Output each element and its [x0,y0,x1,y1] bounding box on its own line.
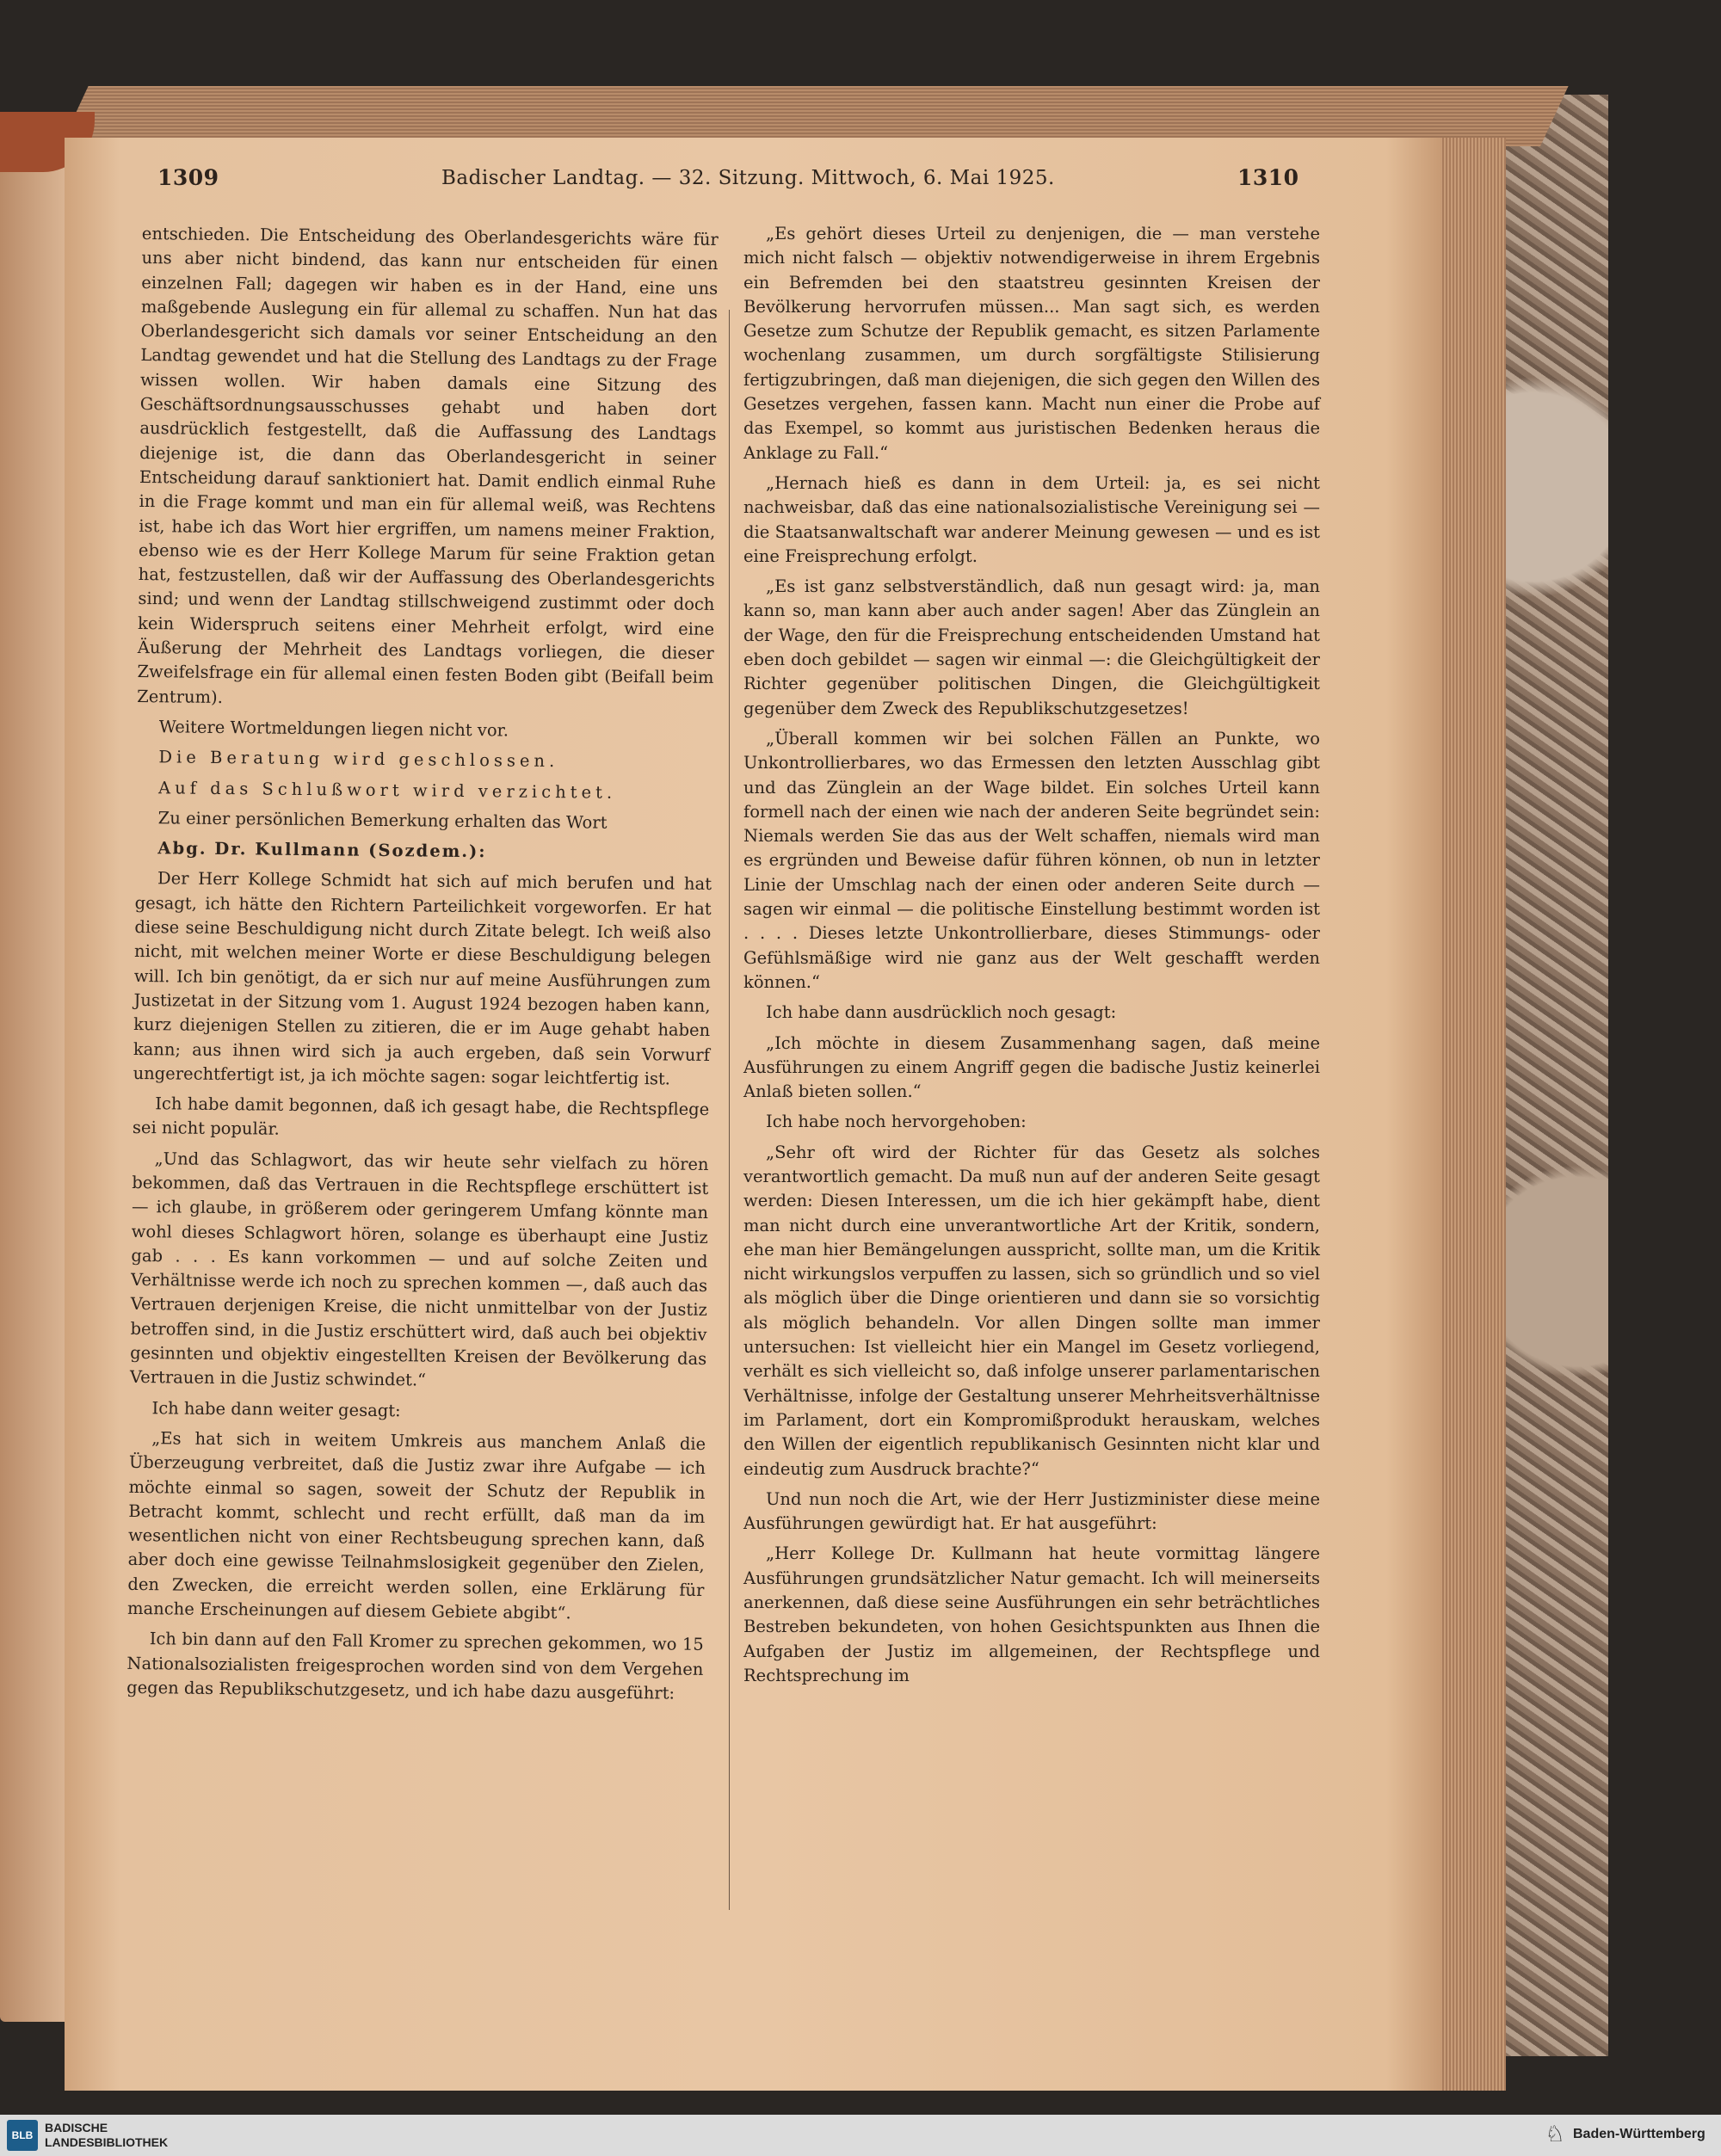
library-name-line2: LANDESBIBLIOTHEK [45,2135,169,2149]
quote-paragraph: „Und das Schlagwort, das wir heute sehr vielfach zu hören bekommen, daß das Vertrauen in die Rechtspflege erschüttert ist — ich glaube, in größerem oder geringerem Umfang könnte man wohl dieses Schlagwort hören, solange es überhaupt eine Justiz gab . . . Es kann vorkommen — und auf solche Zeiten und Verhältnisse werde ich noch zu sprechen kommen —, daß auch das Vertrauen derjenigen Kreise, die nicht unmittelbar von der Justiz betroffen sind, in die Justiz erschüttert wird, daß auch bei objektiv gesinnten und objektiv eingestellten Kreisen der Bevölkerung das Vertrauen in die Justiz schwindet.“ [129,1148,709,1390]
paragraph: Und nun noch die Art, wie der Herr Justizminister diese meine Ausführungen gewürdigt hat. Er hat ausgeführt: [743,1488,1320,1534]
page-edges-right [1437,138,1506,2091]
quote-paragraph: „Hernach hieß es dann in dem Urteil: ja, es sei nicht nachweisbar, daß das eine nationalsozialistische Vereinigung sei — die Staatsanwaltschaft war anderer Meinung gewesen — und es ist eine Freisprechung erfolgt. [743,472,1320,566]
library-name [45,2121,168,2150]
quote-paragraph: „Ich möchte in diesem Zusammenhang sagen, daß meine Ausführungen zu einem Angriff gegen die badische Justiz keinerlei Anlaß bieten sollen.“ [743,1032,1320,1102]
quote-paragraph: „Sehr oft wird der Richter für das Gesetz als solches verantwortlich gemacht. Da muß nun auf der anderen Seite gesagt werden: Diesen Interessen, um die ich hier gekämpft habe, dient man nicht durch eine unverantwortliche Art der Kritik, sondern, ehe man hier Bemängelungen ausspricht, sollte man, um die Kritik nicht wirkungslos verpuffen zu lassen, sich so gründlich und so viel als möglich über die Dinge orientieren und dann sie so vorsichtig als möglich behandeln. Vor allen Dingen sollte man immer untersuchen: Ist vielleicht hier ein Mangel im Gesetz vorliegend, verhält es sich vielleicht so, daß infolge unserer parlamentarischen Verhältnisse, infolge der Gestaltung unserer Mehrheitsverhältnisse im Parlament, dort ein Kompromißprodukt herauskam, welches den Willen der eigentlich republikanisch Gesinnten nicht klar und eindeutig zum Ausdruck brachte?“ [743,1142,1320,1479]
column-divider [729,310,730,1910]
paragraph: Ich habe damit begonnen, daß ich gesagt habe, die Rechtspflege sei nicht populär. [132,1093,710,1140]
paragraph: Weitere Wortmeldungen liegen nicht vor. [158,717,509,741]
right-text-column [743,222,1320,1694]
quote-paragraph: „Herr Kollege Dr. Kullmann hat heute vormittag längere Ausführungen grundsätzlicher Natur gemacht. Ich will meinerseits anerkennen, daß diese seine Ausführungen ein sehr beträchtliches Bestreben bekundeten, von hohen Gesichtspunkten aus Ihnen die Aufgaben der Justiz im allgemeinen, der Rechtspflege und Rechtsprechung im [743,1543,1320,1685]
paragraph: Ich habe dann weiter gesagt: [151,1397,401,1420]
right-page-number: 1310 [1237,165,1299,190]
paragraph: Ich habe noch hervorgehoben: [766,1112,1027,1132]
left-text-column [126,222,719,1712]
marbled-cover-board [1497,95,1608,2056]
paragraph: entschieden. Die Entscheidung des Oberlandesgerichts wäre für uns aber nicht bindend, das kann nur entscheiden für einen einzelnen Fall; dagegen wir haben es in der Hand, eine uns maßgebende Auslegung ein für allemal zu schaffen. Nun hat das Oberlandesgericht sich damals vor seiner Entscheidung an den Landtag gewendet und hat die Stellung des Landtags zu der Frage wissen wollen. Wir haben damals eine Sitzung des Geschäftsordnungsausschusses gehabt und haben dort ausdrücklich festgestellt, daß die Auffassung des Landtags diejenige ist, die dann das Oberlandesgericht in seiner Entscheidung darauf sanktioniert hat. Damit endlich einmal Ruhe in die Frage kommt und man ein für allemal weiß, was Rechtens ist, habe ich das Wort hier ergriffen, um namens meiner Fraktion, ebenso wie es der Herr Kollege Marum für seine Fraktion getan hat, festzustellen, daß wir der Auffassung des Oberlandesgerichts sind; und wenn der Landtag stillschweigend zustimmt oder doch kein Widerspruch seitens einer Mehrheit erfolgt, wird eine Äußerung der Mehrheit des Landtags vorliegen, die dieser Zweifelsfrage ein für allemal einen festen Boden gibt (Beifall beim Zentrum). [137,223,719,707]
paragraph: Ich bin dann auf den Fall Kromer zu sprechen gekommen, wo 15 Nationalsozialisten freigesprochen worden sind von dem Vergehen gegen das Republikschutzgesetz, und ich habe dazu ausgeführt: [126,1629,704,1703]
baden-wuerttemberg-crest-icon[interactable]: ♘ [1545,2122,1565,2147]
speaker-line: Abg. Dr. Kullmann (Sozdem.): [157,838,487,862]
paragraph: Die Beratung wird geschlossen. [158,747,559,772]
page-header [157,165,1299,200]
quote-paragraph: „Es hat sich in weitem Umkreis aus manchem Anlaß die Überzeugung verbreitet, daß die Justiz zwar ihre Aufgabe — ich möchte einmal so sagen, soweit der Schutz der Republik in Betracht kommt, schlecht und recht erfüllt, daß man da im wesentlichen nicht von einer Rechtsbeugung sprechen kann, daß aber doch eine gewisse Teilnahmslosigkeit gegenüber den Zielen, den Zwecken, die erreicht werden sollen, eine Erklärung für manche Erscheinungen auf diesem Gebiete abgibt“. [127,1428,706,1623]
quote-paragraph: „Überall kommen wir bei solchen Fällen an Punkte, wo Unkontrollierbares, wo das Ermessen den letzten Ausschlag gibt und das Zünglein an der Wage bildet. Ein solches Urteil kann formell nach der einen wie nach der anderen Seite begründet sein: Niemals werden Sie das aus der Welt schaffen, niemals wird man es ergründen und Beweise dafür führen können, ob nun in letzter Linie der Umschlag nach der einen oder anderen Seite durch — sagen wir einmal — die politische Einstellung bestimmt worden ist . . . . Dieses letzte Unkontrollierbare, dieses Stimmungs- oder Gefühlsmäßige wird nie ganz aus der Welt geschafft werden können.“ [743,728,1320,992]
quote-paragraph: „Es gehört dieses Urteil zu denjenigen, die — man verstehe mich nicht falsch — objektiv notwendigerweise in ihrem Ergebnis ein Befremden bei den staatstreu gesinnten Kreisen der Bevölkerung hervorrufen müssen... Man sagt sich, es werden Gesetze zum Schutze der Republik gemacht, es sitzen Parlamente wochenlang zusammen, um durch sorgfältigste Stilisierung fertigzubringen, daß man diejenigen, die sich gegen den Willen des Gesetzes vergehen, fassen kann. Macht nun einer die Probe auf das Exempel, so kommt aus juristischen Bedenken heraus die Anklage zu Fall.“ [743,224,1320,463]
running-head: Badischer Landtag. — 32. Sitzung. Mittwoch, 6. Mai 1925. [441,167,1055,189]
blb-logo-icon[interactable]: BLB [7,2120,38,2151]
paragraph: Auf das Schlußwort wird verzichtet. [157,777,617,803]
quote-paragraph: „Es ist ganz selbstverständlich, daß nun gesagt wird: ja, man kann so, man kann aber auch ander sagen! Aber das Zünglein an der Wage, den für die Freisprechung entscheidenden Umstand hat eben doch gebildet — sagen wir einmal —: die Gleichgültigkeit der Richter gegenüber politischen Dingen, die Gleichgültigkeit gegenüber dem Zweck des Republikschutzgesetzes! [743,576,1320,718]
left-page-number: 1309 [157,165,219,190]
viewer-footer [0,2115,1721,2156]
state-name: Baden-Württemberg [1573,2127,1706,2141]
paragraph: Zu einer persönlichen Bemerkung erhalten das Wort [157,808,608,833]
library-name-line1: BADISCHE [45,2121,108,2134]
paragraph: Ich habe dann ausdrücklich noch gesagt: [766,1002,1117,1023]
paragraph: Der Herr Kollege Schmidt hat sich auf mich berufen und hat gesagt, ich hätte den Richtern Parteilichkeit vorgeworfen. Er hat diese seine Beschuldigung nicht durch Zitate belegt. Ich weiß also nicht, mit welchen meiner Worte er diese Beschuldigung belegen will. Ich bin genötigt, da er sich nur auf meine Ausführungen zum Justizetat in der Sitzung vom 1. August 1924 bezogen haben kann, kurz diejenigen Stellen zu zitieren, die er im Auge gehabt haben kann; aus ihnen wird sich ja auch ergeben, daß sein Vorwurf ungerechtfertigt ist, ja ich möchte sagen: sogar leichtfertig ist. [133,868,712,1089]
facing-page-edge [0,138,65,2022]
